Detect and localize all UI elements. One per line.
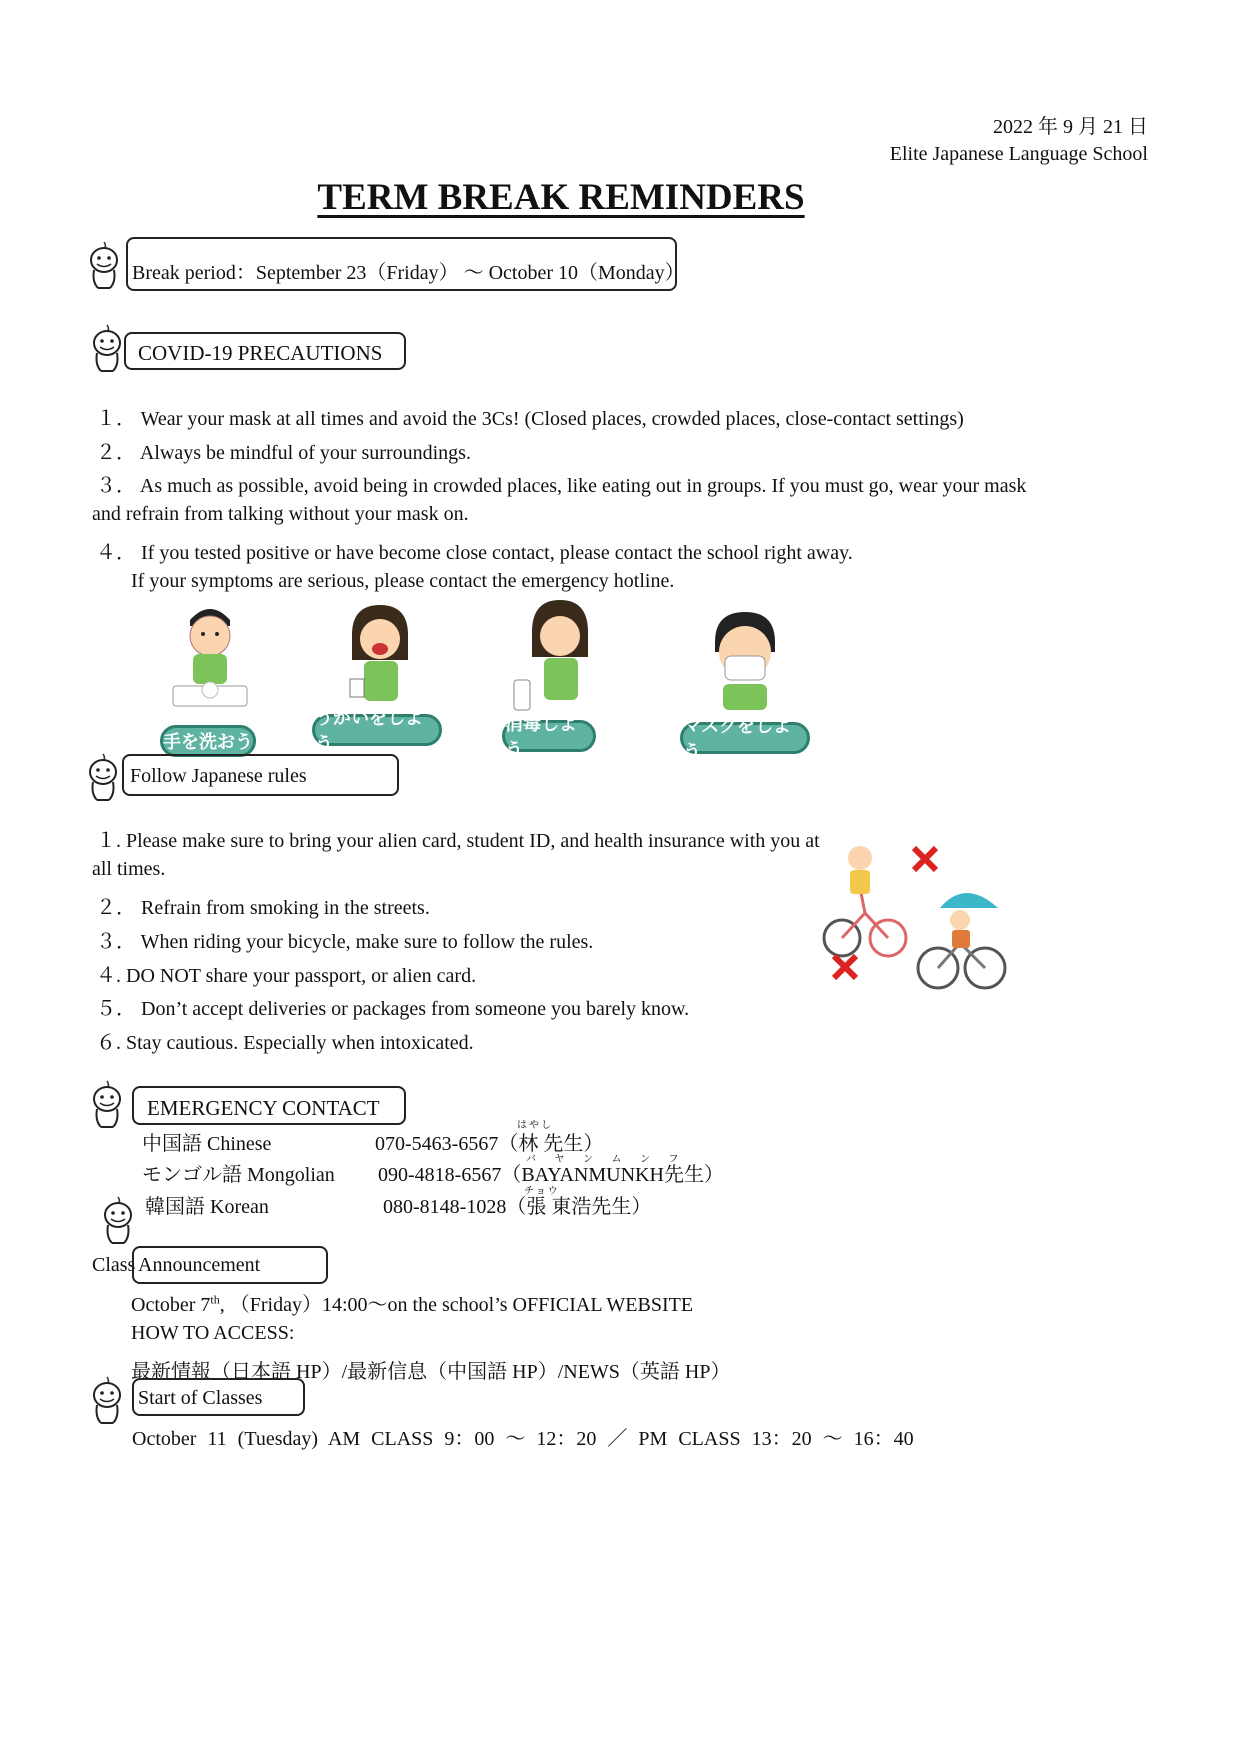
sticker-sanitize: 消毒しよう xyxy=(502,720,596,752)
contact-chinese-ruby: はやし xyxy=(517,1120,553,1131)
contact-chinese-lang: 中国語 Chinese xyxy=(142,1133,272,1155)
rules-item-1-cont: all times. xyxy=(92,858,166,880)
announcement-prefix: Class xyxy=(92,1254,136,1276)
sticker-gargle: うがいをしよう xyxy=(312,714,442,746)
start-schedule: October 11 (Tuesday) AM CLASS 9：00 ～ 12：20 ／ PM CLASS 13：20 ～ 16：40 xyxy=(132,1428,914,1450)
contact-mongolian-ruby: バ ヤ ン ム ン フ xyxy=(526,1154,687,1165)
break-period-text: Break period：September 23（Friday） ～ October 10（Monday） xyxy=(132,262,685,284)
covid-item-2: ２． Always be mindful of your surroundings. xyxy=(96,442,471,464)
announcement-date-line xyxy=(131,1288,693,1317)
rules-item-5: ５． Don’t accept deliveries or packages from someone you barely know. xyxy=(96,998,690,1020)
start-heading: Start of Classes xyxy=(138,1387,263,1409)
mascot-icon xyxy=(86,240,122,292)
mask-illustration xyxy=(705,612,785,712)
sanitizing-illustration xyxy=(510,600,590,715)
covid-item-3-cont: and refrain from talking without your mask on. xyxy=(92,503,469,525)
rules-item-6: ６. Stay cautious. Especially when intoxicated. xyxy=(96,1032,474,1054)
rules-heading: Follow Japanese rules xyxy=(130,765,307,787)
mascot-icon xyxy=(85,752,121,804)
emergency-heading: EMERGENCY CONTACT xyxy=(147,1096,380,1120)
date: 2022 年 9 月 21 日 xyxy=(993,116,1148,138)
covid-item-4-cont: If your symptoms are serious, please contact the emergency hotline. xyxy=(131,570,675,592)
covid-item-4: ４． If you tested positive or have become close contact, please contact the school right away. xyxy=(96,542,853,564)
announcement-heading: Announcement xyxy=(138,1254,261,1276)
sticker-mask: マスクをしよう xyxy=(680,722,810,754)
contact-chinese-phone: 070-5463-6567（林 先生） xyxy=(375,1133,604,1155)
rules-item-4: ４. DO NOT share your passport, or alien card. xyxy=(96,965,477,987)
contact-mongolian-phone: 090-4818-6567（BAYANMUNKH先生） xyxy=(378,1164,724,1186)
contact-mongolian-lang: モンゴル語 Mongolian xyxy=(142,1164,335,1186)
rules-item-1: １. Please make sure to bring your alien card, student ID, and health insurance with you at xyxy=(96,830,820,852)
rules-item-2: ２． Refrain from smoking in the streets. xyxy=(96,897,430,919)
announcement-date-rest: , （Friday）14:00～on the school’s OFFICIAL WEBSITE xyxy=(219,1294,694,1316)
mascot-icon xyxy=(89,1079,125,1131)
announcement-date-sup: th xyxy=(210,1292,220,1307)
mascot-icon xyxy=(89,323,125,375)
announcement-date: October 7 xyxy=(131,1294,211,1316)
contact-korean-phone: 080-8148-1028（張 東浩先生） xyxy=(383,1196,652,1218)
covid-item-1: １． Wear your mask at all times and avoid the 3Cs! (Closed places, crowded places, close-contact settings) xyxy=(96,408,964,430)
mascot-icon xyxy=(89,1375,125,1427)
bicycle-rules-illustration xyxy=(820,828,1020,998)
rules-item-3: ３． When riding your bicycle, make sure to follow the rules. xyxy=(96,931,594,953)
access-paths: 最新情報（日本語 HP）/最新信息（中国語 HP）/NEWS（英語 HP） xyxy=(131,1361,731,1383)
how-to-access: HOW TO ACCESS: xyxy=(131,1322,295,1344)
covid-heading: COVID-19 PRECAUTIONS xyxy=(138,341,383,365)
hand-washing-illustration xyxy=(165,598,255,718)
contact-korean-ruby: チョウ xyxy=(524,1186,560,1197)
mascot-icon xyxy=(100,1195,136,1247)
page-title: TERM BREAK REMINDERS xyxy=(317,177,805,218)
school-name: Elite Japanese Language School xyxy=(889,143,1148,165)
covid-item-3: ３． As much as possible, avoid being in crowded places, like eating out in groups. If you must go, wear your mask xyxy=(96,475,1027,497)
contact-korean-lang: 韓国語 Korean xyxy=(145,1196,269,1218)
sticker-wash-hands: 手を洗おう xyxy=(160,725,256,757)
gargling-illustration xyxy=(340,605,420,710)
